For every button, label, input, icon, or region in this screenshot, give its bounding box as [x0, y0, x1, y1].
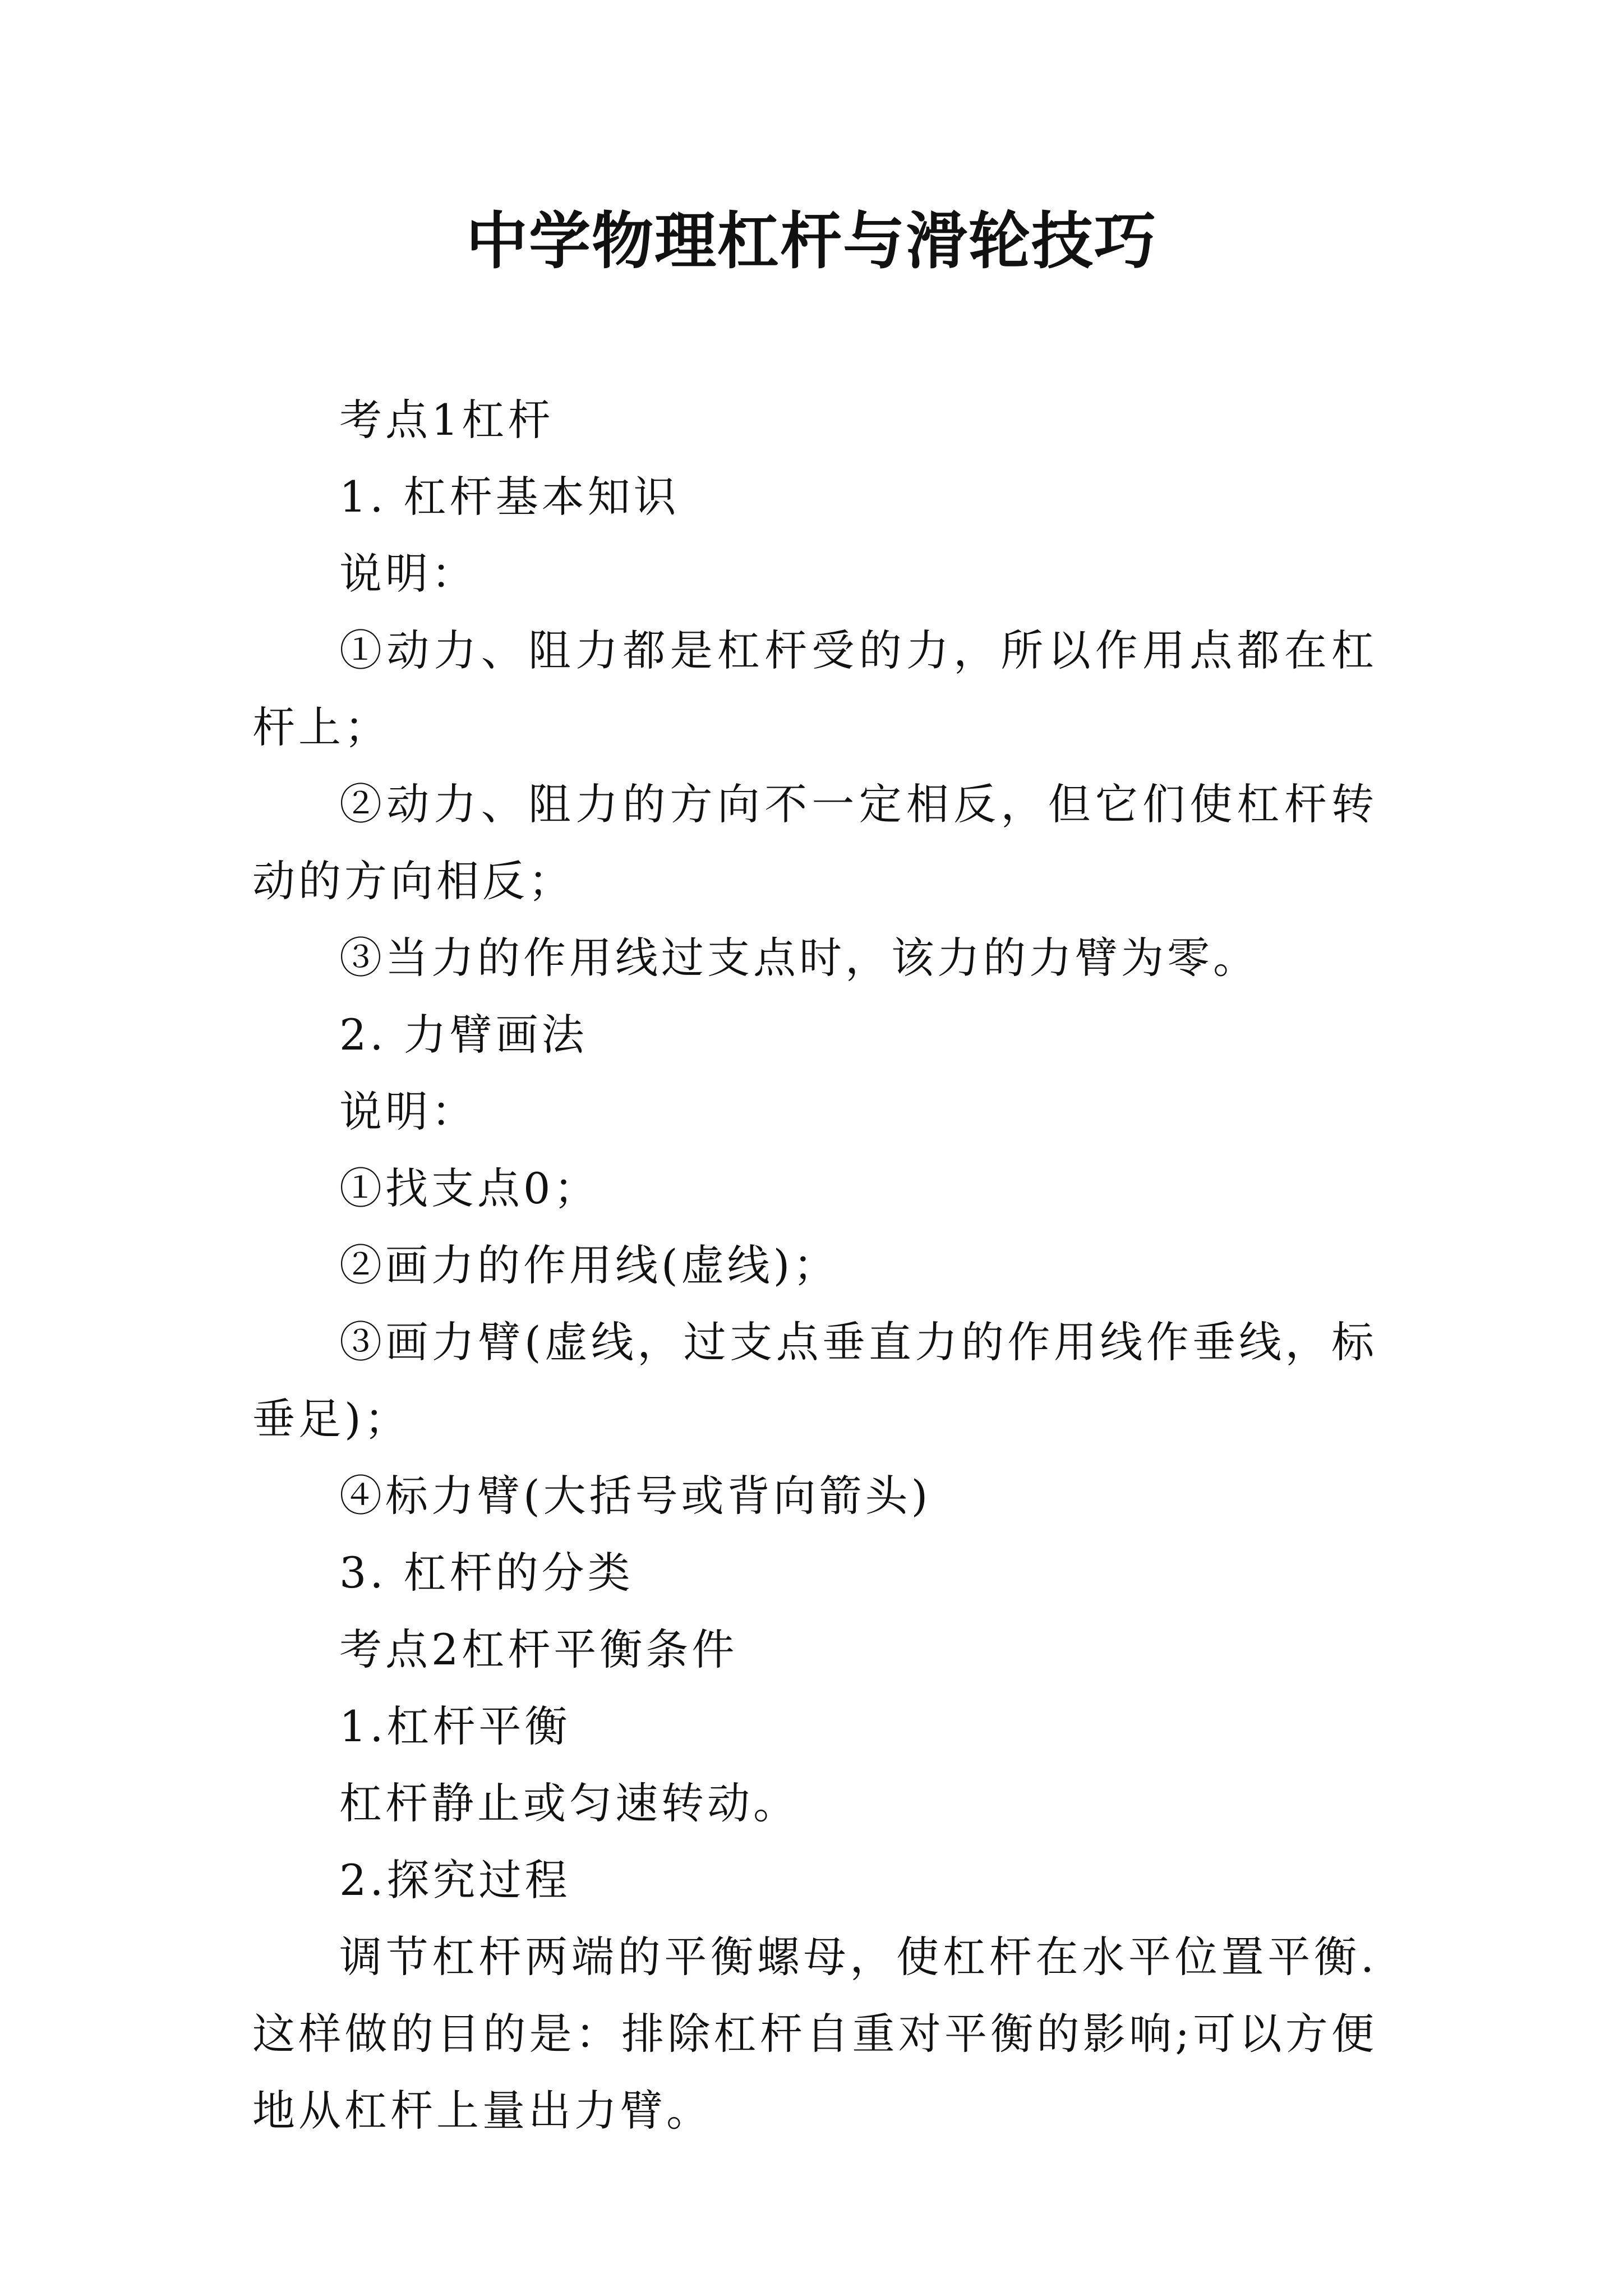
document-body: [252, 381, 1377, 2149]
section-heading-balance-condition: 考点2杠杆平衡条件: [339, 1625, 738, 1674]
explanation-label: 说明：: [339, 549, 477, 599]
paragraph: 调节杠杆两端的平衡螺母，使杠杆在水平位置平衡.这样做的目的是：排除杠杆自重对平衡的影响;可以方便地从杠杆上量出力臂。: [252, 1932, 1377, 2136]
paragraph: ③当力的作用线过支点时，该力的力臂为零。: [339, 933, 1259, 983]
paragraph: ②动力、阻力的方向不一定相反，但它们使杠杆转动的方向相反；: [252, 779, 1377, 906]
paragraph: 杠杆静止或匀速转动。: [339, 1778, 799, 1828]
paragraph: ②画力的作用线(虚线)；: [339, 1240, 840, 1290]
subheading-moment-arm-drawing: 2. 力臂画法: [339, 1010, 588, 1060]
paragraph: ③画力臂(虚线，过支点垂直力的作用线作垂线，标垂足)；: [252, 1317, 1377, 1444]
subheading-lever-basics: 1. 杠杆基本知识: [339, 472, 680, 522]
explanation-label: 说明：: [339, 1087, 477, 1137]
paragraph: ①找支点0；: [339, 1163, 600, 1213]
subheading-lever-balance: 1.杠杆平衡: [339, 1701, 571, 1751]
subheading-lever-types: 3. 杠杆的分类: [339, 1548, 634, 1598]
subheading-experiment-process: 2.探究过程: [339, 1855, 571, 1905]
paragraph: ①动力、阻力都是杠杆受的力，所以作用点都在杠杆上；: [252, 625, 1377, 752]
section-heading-lever: 考点1杠杆: [339, 395, 554, 445]
document-title: 中学物理杠杆与滑轮技巧: [466, 205, 1157, 277]
paragraph: ④标力臂(大括号或背向箭头): [339, 1471, 932, 1521]
